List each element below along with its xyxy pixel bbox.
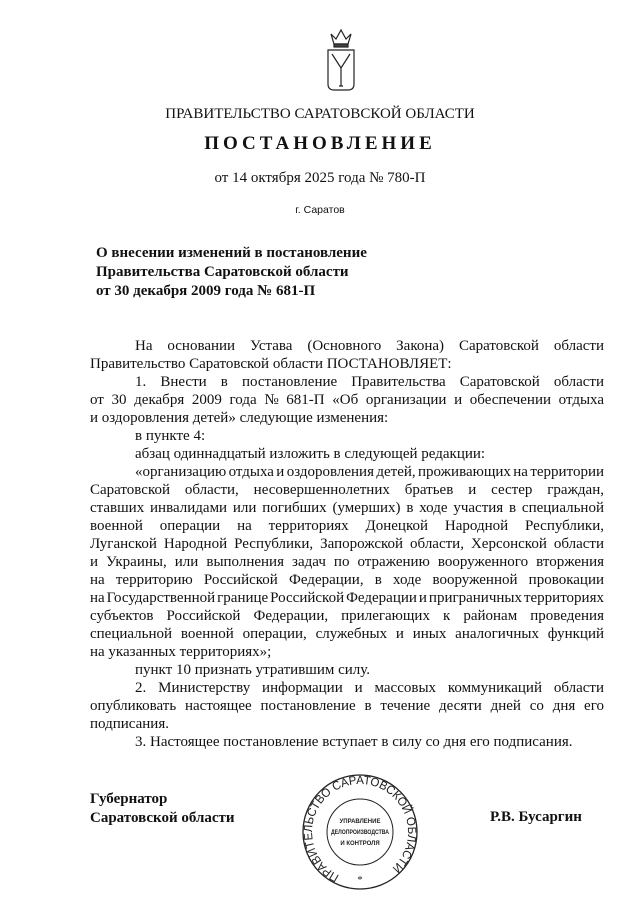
body-text: в пункте 4: <box>135 428 206 444</box>
subject-line: от 30 декабря 2009 года № 681-П <box>96 283 316 299</box>
city: г. Саратов <box>295 204 345 216</box>
coat-of-arms-emblem <box>326 24 356 94</box>
document-body <box>90 337 604 751</box>
stamp-inner-line: УПРАВЛЕНИЕ <box>339 819 381 825</box>
body-text: специальной военной операции, служебных и иных аналогичных функций <box>90 626 604 642</box>
body-text-line <box>90 409 604 427</box>
body-text-line <box>90 643 604 661</box>
body-text: опубликовать настоящее постановление в течение десяти дней со дня его <box>90 698 604 714</box>
body-text-line <box>90 373 604 391</box>
body-text-line <box>90 427 604 445</box>
body-text: на территорию Российской Федерации, в ходе вооруженной провокации <box>90 572 604 588</box>
body-text-line <box>90 391 604 409</box>
body-text-line <box>90 481 604 499</box>
body-text-line <box>90 661 604 679</box>
body-text-line <box>90 697 604 715</box>
official-stamp <box>290 770 430 895</box>
body-text: Саратовской области, несовершеннолетних братьев и сестер граждан, <box>90 482 604 498</box>
body-text: на указанных территориях»; <box>90 644 272 660</box>
body-text-line <box>90 589 604 607</box>
body-text: и оздоровления детей» следующие изменения: <box>90 410 389 426</box>
body-text: абзац одиннадцатый изложить в следующей редакции: <box>135 446 486 462</box>
body-text: 3. Настоящее постановление вступает в силу со дня его подписания. <box>135 734 573 750</box>
document-subject <box>96 244 367 301</box>
body-text-line <box>90 679 604 697</box>
body-text: от 30 декабря 2009 года № 681-П «Об организации и обеспечении отдыха <box>90 392 604 408</box>
date-number: от 14 октября 2025 года № 780-П <box>214 170 426 186</box>
signatory-title-line: Губернатор <box>90 791 168 807</box>
body-text-line <box>90 715 604 733</box>
stamp-inner-line: ДЕЛОПРОИЗВОДСТВА <box>331 830 390 836</box>
subject-line: Правительства Саратовской области <box>96 264 349 280</box>
signatory-title <box>90 790 235 828</box>
body-text-line <box>90 571 604 589</box>
body-text: Луганской Народной Республики, Запорожской области, Херсонской области <box>90 536 604 552</box>
body-text-line <box>90 625 604 643</box>
body-text-line <box>90 535 604 553</box>
body-text-line <box>90 517 604 535</box>
body-text: подписания. <box>90 716 169 732</box>
stamp-outer-text: ПРАВИТЕЛЬСТВО САРАТОВСКОЙ ОБЛАСТИ <box>300 772 420 886</box>
body-text: Правительство Саратовской области ПОСТАНОВЛЯЕТ: <box>90 356 452 372</box>
body-text-line <box>90 607 604 625</box>
body-text: ставших инвалидами или погибших (умерших) в ходе участия в специальной <box>90 500 604 516</box>
document-type: ПОСТАНОВЛЕНИЕ <box>204 133 436 154</box>
government-name: ПРАВИТЕЛЬСТВО САРАТОВСКОЙ ОБЛАСТИ <box>165 106 475 122</box>
body-text-line <box>90 355 604 373</box>
subject-line: О внесении изменений в постановление <box>96 245 367 261</box>
body-text: «организацию отдыха и оздоровления детей, проживающих на территории <box>135 464 604 480</box>
body-text: пункт 10 признать утратившим силу. <box>135 662 371 678</box>
body-text-line <box>90 553 604 571</box>
body-text-line <box>90 337 604 355</box>
body-text-line <box>90 733 604 751</box>
body-text-line <box>90 445 604 463</box>
signatory-name: Р.В. Бусаргин <box>490 809 582 825</box>
signatory-title-line: Саратовской области <box>90 810 235 826</box>
body-text: На основании Устава (Основного Закона) Саратовской области <box>135 338 604 354</box>
body-text: военной операции на территориях Донецкой Народной Республики, <box>90 518 604 534</box>
body-text: субъектов Российской Федерации, прилегающих к районам проведения <box>90 608 604 624</box>
body-text-line <box>90 499 604 517</box>
body-text-line <box>90 463 604 481</box>
stamp-inner-line: И КОНТРОЛЯ <box>340 841 380 847</box>
body-text: 2. Министерству информации и массовых коммуникаций области <box>135 680 604 696</box>
body-text: и Украины, или выполнения задач по отражению вооруженного вторжения <box>90 554 604 570</box>
stamp-star-icon: * <box>357 874 363 886</box>
body-text: на Государственной границе Российской Федерации и приграничных территориях <box>90 590 604 606</box>
body-text: 1. Внести в постановление Правительства Саратовской области <box>135 374 604 390</box>
